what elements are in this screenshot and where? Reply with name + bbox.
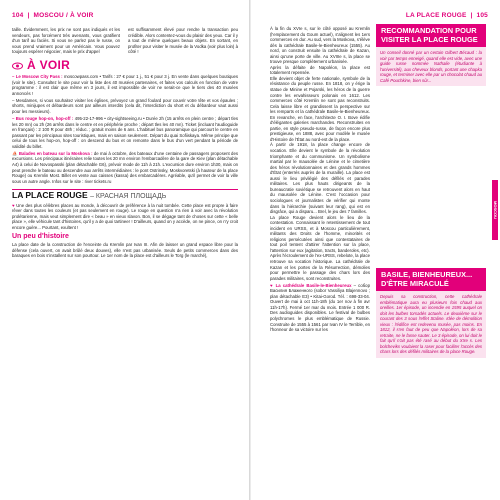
place-rouge-title: LA PLACE ROUGE – КРАСНАЯ ПЛОЩАДЬ xyxy=(12,189,238,200)
left-page-number: 104 xyxy=(12,12,24,19)
intro-column-2: est suffisamment élevé pour rendre la transaction peu crédible. Alors contentez-vous du plaisir des yeux. Car il y a tout de même quelques beaux objets. En sortant, en profiter pour visiter le musée de la Vodka (voir plus loin) à côté ! xyxy=(128,27,238,55)
heart-icon: ♥ xyxy=(12,202,15,208)
basile-box-text: Depuis sa construction, cette cathédrale emblématique aura eu plusieurs fois chaud aux oreilles. 1er épisode, un incendie en 1595 auquel on doit les bulbes torsadés actuels. Le deuxième sur le courant des 3 sous l'effet Staline. Idée de démolition vieux : l'édifice est redevenu musée, pas moins. En 1812, il s'en faut de peu que Napoléon, lors de sa retraite, ne le fasse sauter. Le 3 épisode, on lui doit le fait qu'il n'ait pas été rasé au début du XXe s. Les bolcheviks voulaient la raser pour faciliter l'accès des chars lors des défilés militaires de la place Rouge. xyxy=(376,291,486,358)
right-running-head: LA PLACE ROUGE | 105 xyxy=(405,12,488,19)
basile-box-title: BASILE, BIENHEUREUX... D'ÊTRE MIRACULÉ xyxy=(376,268,486,291)
right-page-number: 105 xyxy=(476,12,488,19)
eye-icon xyxy=(12,62,23,70)
section-title-a-voir: À VOIR xyxy=(12,62,238,70)
recommandation-box-title: RECOMMANDATION POUR VISITER LA PLACE ROUGE xyxy=(376,24,486,47)
right-main-column: À la fin du XVIe s, sur le côté opposé au Kremlin (l'emplacement du Goum actuel), s'alignent les 1ers commerces en dur. Au sud, vers la Moskova, s'élève dès la cathédrale Basile-le-Bienheureux (1555). Au nord, on construit ensuite la cathédrale de Kazan, ainsi qu'une porte de ville. Au XVIIIe s, la place se trouve presque complètement urbanisée. Après la défaite de Napoléon, la place est totalement repensée. Elle devient objet de ferte nationale, symbole de la résistance du peuple russe. En 1818, on y érige la statue de Minine et Pojarski, les héros de la guerre contre les envahisseurs polonais en 1612. Les commerces côté Kremlin ne sont pas reconstruits. Cela laisse libre et grandissent la perspective sur les remparts et la cathédrale Basile-le-Bienheureux. En revanche, en face, l'architecte O. I. Bove édifie d'élégantes galeries marchandes. Reconstruites en partie, en style pseudo-russe, de façon encore plus prestigieuse, en 1888, avec pour modèle le musée d'Histoire de l'État au nord-est de la place. À partir de 1918, la place change encore de vocation. Elle devient le symbole de la révolution triomphante et du communisme. Un symbolisme martial par le mausolée de Lénine et le cimetière des héros révolutionnaires et des grands hommes d'État (enterrés auprès de la muraille). La place est aussi le lieu privilégié des défilés et parades militaires. Les plus hauts dirigeants de la bureaucratie soviétique se retrouvent alors en haut du mausolée de Lénine. C'est l'occasion pour sociologues et journalistes de vérifier qui monte dans la hiérarchie (suivant leur rang), qui est en disgrâce, qui a disparu... Brel, le jeu des 7 familles. La place Rouge devient alors le lieu de la contestation. Connaissant le retentissement de tout incident en URSS, et à Moscou particulièrement, militants des Droits de l'homme, minorités et religions persécutées ainsi que contestataires de tout poil tentent d'attirer l'attention sur la place, l'attention sur eux (agitation, tracts, banderoles, etc). Après l'écroulement de l'ex-URSS, rebelote, la place retrouve sa vocation historique. La cathédrale de Kazan et les portes de la Résurrection, démolies pour permettre le passage des chars lors des parades militaires, sont reconstruites. ♥ La cathédrale Basile-le-Bienheureux – собор Василия Блаженного (sobor Vassiliya Blajennovo ; plan détachable E3) • Kitai-Gorod. Tél. : 698-33-04. Ouvert de mai à oct 11h-18h (du 1er nov à fin avr 11h-17h). Fermé 1er mar du mois. Entrée 1 000 R. Des audioguides disponibles. Le festival de bulbes polychromes le plus emblématique de Russie. Construite de 1555 à 1561 par Ivan IV le Terrible, en l'honneur de sa victoire sur les xyxy=(270,26,370,333)
intro-column-1: taille. Évidemment, les prix ne sont pas indiqués et les vendeurs, pas forcément très avenants, vous gratifient d'un tarif au faciès. Si vous ne parlez pas le russe, on vous prend vraiment pour un Américain. Vous pouvez toujours espérer négocier, mais le prix d'appel xyxy=(12,27,120,55)
left-running-head: 104 | MOSCOU / À VOIR xyxy=(12,12,94,19)
basile-box xyxy=(376,268,486,358)
boat-icon: ⛵ xyxy=(12,150,18,156)
history-title: Un peu d'histoire xyxy=(12,233,69,241)
left-main-column: À VOIR – Le Moscow City Pass : moscowpass.com • Tarifs : 27 € pour 1 j., 51 € pour 3 j. En vente dans quelques boutiques (voir le site). Consultez le site pour voir la liste des 40 musées partenaires, et faites vos calculs en fonction de votre programme : il est clair que même en 3 jours, il est impossible de voir ne serait-ce que le tiers des 40 musées annoncés ! – Mesdames, si vous souhaitez visiter les églises, prévoyez un grand foulard pour couvrir votre tête et vos épaules ; shorts, minijupes et débardeurs sont par ailleurs interdits (cela dit, l'interdiction du short et du débardeur vaut aussi pour les messieurs). – Bus rouge hop-on, hop-off : 495-22-17-996 • city-sightseeing.ru • Durée 2h (15 arrêts en plein centre ; départ tles les 20 mn) ou 2h (26 arrêts dans le centre et en périphérie proche ; départ tles les 40 mn). Ticket (incluant l'audioguide en français) : 2 100 R pour 48h ; réduc. ; gratuit moins de 6 ans. L'habituel bus panoramique qui parcourt le centre en passant par les principaux sites touristiques, mais en saison seulement. Départ du quai Sofiiskaya. Même principe que celui de tous les hop-on, hop-off : on descend du bus et on remonte dans le bus d'un vert pendant la période de validité du billet. ⛵ Balades en bateau sur la Moskova : de mai à octobre, des bateaux d'une centaine de passagers proposent des excursions. Les principaux itinéraires relie toutes les 20 mn environ l'embarcadère de la gare de Kiev (plan détachable A4) à celui de Novospasski (plan détachable G6), prévoir mode de 11h à 21h. L'excursion dure environ 1h30, mais on peut prendre le bateau ou descendre aux arrêts intermédiaires : le pont Ostrinsky, Moskvoretski (à hauteur de la place Rouge) ou Kremlin Most. Billet en vente aux caisses (kassa) des embarcadères. Agréable, qu'il permet de voir la ville sous un autre angle. Infos sur le site : river tickets.ru LA PLACE ROUGE – КРАСНАЯ ПЛОЩАДЬ ♥ Une des plus célèbres places au monde, à découvrir de préférence à la nuit tombée. Cette place est propre à faire rêver dans toutes les couleurs (et pas seulement en rouge). Le rouge en question n'a rien à voir avec la révolution prolétarienne, mais veut simplement dire « beau » en vieux slavon. Bon, il se dégage tant de choses sur cette « belle place », elle véhicule tant d'histoires, qu'il y a de quoi tartineer ! D'ailleurs, quand on y accède, on ne pince, on n'y croit encore guère... Pourtant, exultent ! Un peu d'histoire La place date de la construction de l'enceinte du Kremlin par Ivan III. Afin de laisser un grand espace libre pour la défense (cela ouvert, on avait brûlé deux douves), elle n'est pas urbanisée. Seuls de petits commerces dans des baraques en bois s'installent sur son pourtour. Le 1er nom de la place est d'ailleurs le Torg (le marché), xyxy=(12,58,238,259)
side-tab: MOSCOU xyxy=(492,180,498,240)
heart-icon-2: ♥ xyxy=(270,282,274,288)
right-page xyxy=(250,0,500,500)
recommandation-box-text: Un conseil donné par un certain Gilbert Bécaud : la voir par temps enneigé, quand elle est vide, avec une guide russe nommée Nathalie (étudiante à l'université), aux cheveux blonds, portant une chapka rouge, et terminer avec elle par un chocolat chaud au Café Pouchkine, bien sûr... xyxy=(376,47,486,86)
recommandation-box xyxy=(376,24,486,86)
